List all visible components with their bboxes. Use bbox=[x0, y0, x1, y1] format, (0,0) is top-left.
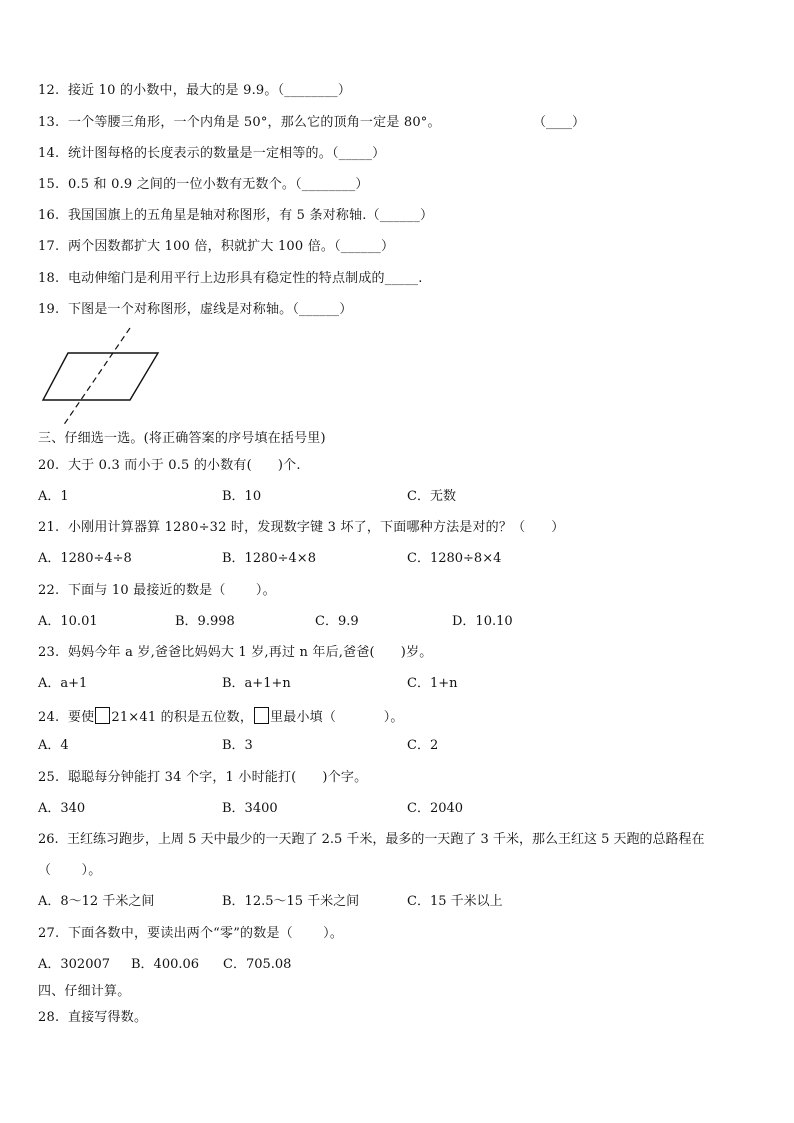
question-15: 15. 0.5 和 0.9 之间的一位小数有无数个。（________） bbox=[38, 177, 369, 192]
q21-option-b: B．1280÷4×8 bbox=[222, 551, 316, 566]
question-24: 24. 要使 21×41 的积是五位数， 里最小填（ ）。 bbox=[38, 707, 404, 726]
question-23: 23. 妈妈今年 a 岁,爸爸比妈妈大 1 岁,再过 n 年后,爸爸( )岁。 bbox=[38, 645, 433, 660]
q26-option-a: A．8～12 千米之间 bbox=[38, 894, 155, 909]
section-4-heading: 四、仔细计算。 bbox=[38, 984, 131, 999]
question-16: 16. 我国国旗上的五角星是轴对称图形，有 5 条对称轴.（______） bbox=[38, 208, 434, 223]
q24-option-b: B．3 bbox=[222, 738, 253, 753]
q21-option-a: A．1280÷4÷8 bbox=[38, 551, 132, 566]
question-13-answer-blank: （____） bbox=[533, 115, 586, 130]
question-18: 18. 电动伸缩门是利用平行上边形具有稳定性的特点制成的_____. bbox=[38, 271, 423, 286]
question-17: 17. 两个因数都扩大 100 倍，积就扩大 100 倍。（______） bbox=[38, 239, 395, 254]
question-22: 22. 下面与 10 最接近的数是（ ）。 bbox=[38, 583, 276, 598]
q25-option-a: A．340 bbox=[38, 801, 86, 816]
question-26: 26. 王红练习跑步，上周 5 天中最少的一天跑了 2.5 千米，最多的一天跑了 3 千米，那么王红这 5 天跑的总路程在 bbox=[38, 832, 705, 847]
q23-option-c: C．1+n bbox=[407, 676, 458, 691]
q25-option-b: B．3400 bbox=[222, 801, 278, 816]
dashed-axis-line bbox=[63, 328, 130, 426]
q27-option-c: C．705.08 bbox=[223, 957, 292, 972]
q22-option-d: D．10.10 bbox=[452, 614, 513, 629]
q21-option-c: C．1280÷8×4 bbox=[407, 551, 502, 566]
q27-option-a: A．302007 bbox=[38, 957, 111, 972]
question-19: 19. 下图是一个对称图形，虚线是对称轴。（______） bbox=[38, 302, 353, 317]
q22-option-b: B．9.998 bbox=[175, 614, 235, 629]
section-3-heading: 三、仔细选一选。(将正确答案的序号填在括号里) bbox=[38, 431, 326, 446]
q22-option-c: C．9.9 bbox=[315, 614, 359, 629]
question-12: 12. 接近 10 的小数中，最大的是 9.9。（________） bbox=[38, 83, 352, 98]
q20-option-a: A．1 bbox=[38, 489, 69, 504]
q23-option-b: B．a+1+n bbox=[222, 676, 291, 691]
q24-option-c: C．2 bbox=[407, 738, 439, 753]
parallelogram-figure bbox=[40, 326, 170, 428]
question-13: 13. 一个等腰三角形，一个内角是 50°，那么它的顶角一定是 80°。 bbox=[38, 115, 441, 130]
q26-option-b: B．12.5～15 千米之间 bbox=[222, 894, 360, 909]
question-25: 25. 聪聪每分钟能打 34 个字，1 小时能打( )个字。 bbox=[38, 770, 368, 785]
question-28: 28. 直接写得数。 bbox=[38, 1010, 148, 1025]
blank-square-box bbox=[95, 707, 110, 724]
q27-option-b: B．400.06 bbox=[131, 957, 200, 972]
q24-option-a: A．4 bbox=[38, 738, 69, 753]
blank-square-box bbox=[254, 707, 269, 724]
parallelogram-shape bbox=[43, 353, 158, 400]
question-20: 20. 大于 0.3 而小于 0.5 的小数有( )个. bbox=[38, 458, 301, 473]
question-14: 14. 统计图每格的长度表示的数量是一定相等的。（_____） bbox=[38, 146, 386, 161]
q22-option-a: A．10.01 bbox=[38, 614, 98, 629]
q26-option-c: C．15 千米以上 bbox=[407, 894, 503, 909]
q20-option-b: B．10 bbox=[222, 489, 262, 504]
q20-option-c: C．无数 bbox=[407, 489, 456, 504]
question-27: 27. 下面各数中，要读出两个“零”的数是（ ）。 bbox=[38, 926, 344, 941]
question-21: 21. 小刚用计算器算 1280÷32 时，发现数字键 3 坏了，下面哪种方法是对的？（ ） bbox=[38, 520, 565, 535]
q23-option-a: A．a+1 bbox=[38, 676, 88, 691]
q25-option-c: C．2040 bbox=[407, 801, 464, 816]
question-26-continued: （ ）。 bbox=[38, 863, 102, 878]
